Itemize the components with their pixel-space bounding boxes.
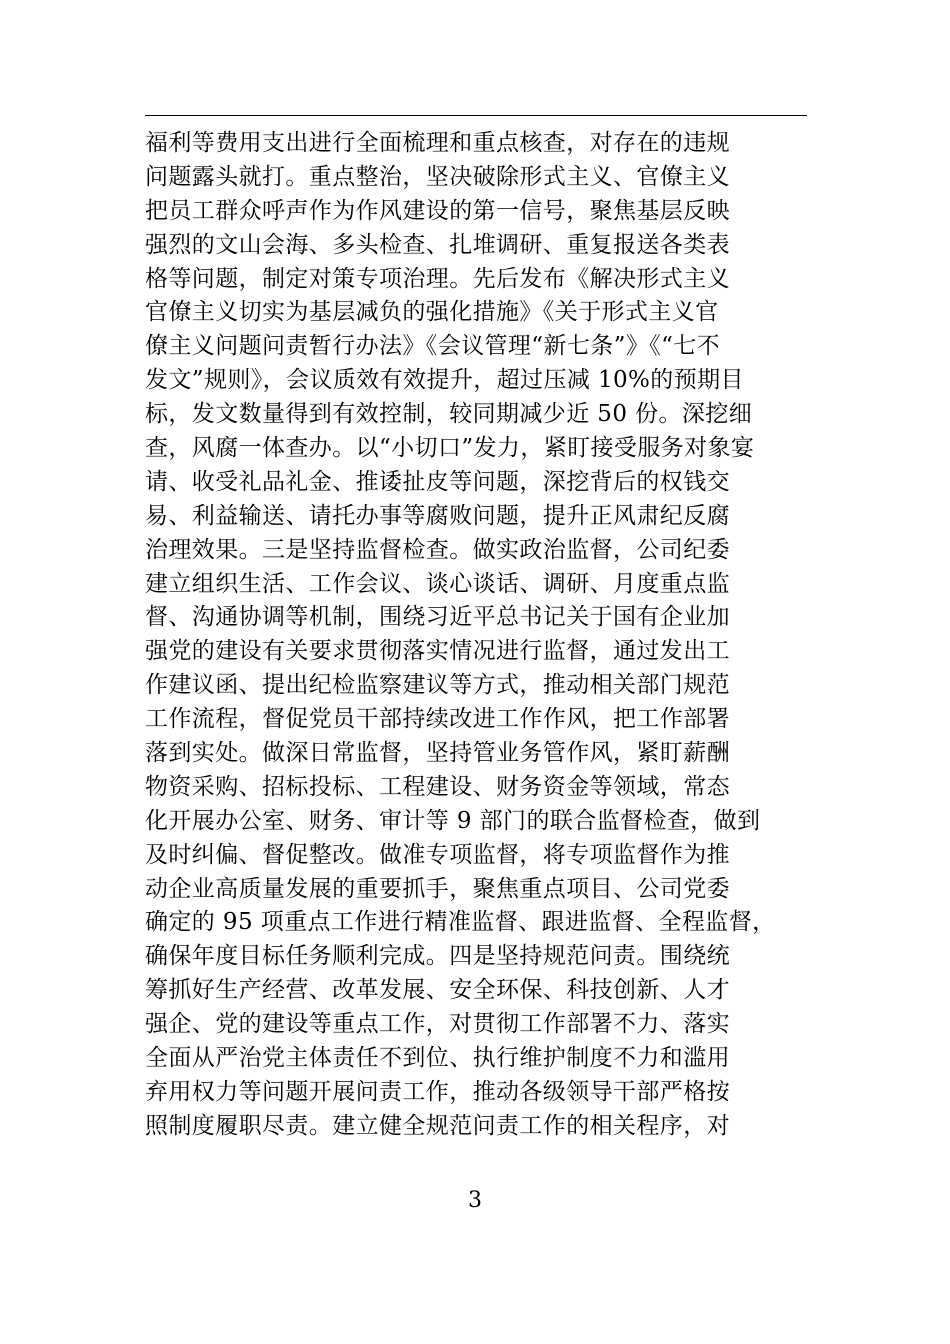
text-line: 福利等费用支出进行全面梳理和重点核查，对存在的违规 xyxy=(145,130,730,156)
text-line: 弃用权力等问题开展问责工作，推动各级领导干部严格按 xyxy=(145,1078,730,1105)
text-line: 查，风腐一体查办。以“小切口”发力，紧盯接受服务对象宴 xyxy=(145,435,755,462)
text-line: 标，发文数量得到有效控制，较同期减少近 50 份。深挖细 xyxy=(145,401,753,428)
text-line: 督、沟通协调等机制，围绕习近平总书记关于国有企业加 xyxy=(145,604,730,631)
text-line: 强企、党的建设等重点工作，对贯彻工作部署不力、落实 xyxy=(145,1011,730,1038)
text-line: 化开展办公室、财务、审计等 9 部门的联合监督检查，做到 xyxy=(145,807,761,834)
text-line: 易、利益输送、请托办事等腐败问题，提升正风肃纪反腐 xyxy=(145,502,730,529)
text-line: 物资采购、招标投标、工程建设、财务资金等领域，常态 xyxy=(145,773,730,800)
text-line: 僚主义问题问责暂行办法》《会议管理“新七条”》《“七不 xyxy=(145,333,721,360)
text-line: 照制度履职尽责。建立健全规范问责工作的相关程序，对 xyxy=(145,1112,730,1139)
text-line: 动企业高质量发展的重要抓手，聚焦重点项目、公司党委 xyxy=(145,875,730,902)
body-text xyxy=(145,127,825,1144)
text-line: 把员工群众呼声作为作风建设的第一信号，聚焦基层反映 xyxy=(145,197,730,224)
text-line: 强党的建设有关要求贯彻落实情况进行监督，通过发出工 xyxy=(145,638,730,665)
text-line: 全面从严治党主体责任不到位、执行维护制度不力和滥用 xyxy=(145,1045,730,1072)
text-line: 筹抓好生产经营、改革发展、安全环保、科技创新、人才 xyxy=(145,977,730,1004)
text-line: 发文”规则》，会议质效有效提升，超过压减 10%的预期目 xyxy=(145,367,744,394)
page-number: 3 xyxy=(468,1188,482,1213)
text-line: 建立组织生活、工作会议、谈心谈话、调研、月度重点监 xyxy=(145,570,730,597)
text-line: 确定的 95 项重点工作进行精准监督、跟进监督、全程监督， xyxy=(145,909,776,936)
text-line: 落到实处。做深日常监督，坚持管业务管作风，紧盯薪酬 xyxy=(145,740,730,767)
text-line: 作建议函、提出纪检监察建议等方式，推动相关部门规范 xyxy=(145,672,730,699)
text-line: 问题露头就打。重点整治，坚决破除形式主义、官僚主义 xyxy=(145,163,730,190)
text-line: 确保年度目标任务顺利完成。四是坚持规范问责。围绕统 xyxy=(145,943,730,970)
text-line: 请、收受礼品礼金、推诿扯皮等问题，深挖背后的权钱交 xyxy=(145,468,730,495)
text-line: 治理效果。三是坚持监督检查。做实政治监督，公司纪委 xyxy=(145,536,730,563)
text-line: 格等问题，制定对策专项治理。先后发布《解决形式主义 xyxy=(145,265,730,292)
text-line: 工作流程，督促党员干部持续改进工作作风，把工作部署 xyxy=(145,706,730,733)
text-line: 强烈的文山会海、多头检查、扎堆调研、重复报送各类表 xyxy=(145,231,730,258)
text-line: 官僚主义切实为基层减负的强化措施》《关于形式主义官 xyxy=(145,299,719,326)
text-line: 及时纠偏、督促整改。做准专项监督，将专项监督作为推 xyxy=(145,841,730,868)
header-rule xyxy=(145,115,807,116)
